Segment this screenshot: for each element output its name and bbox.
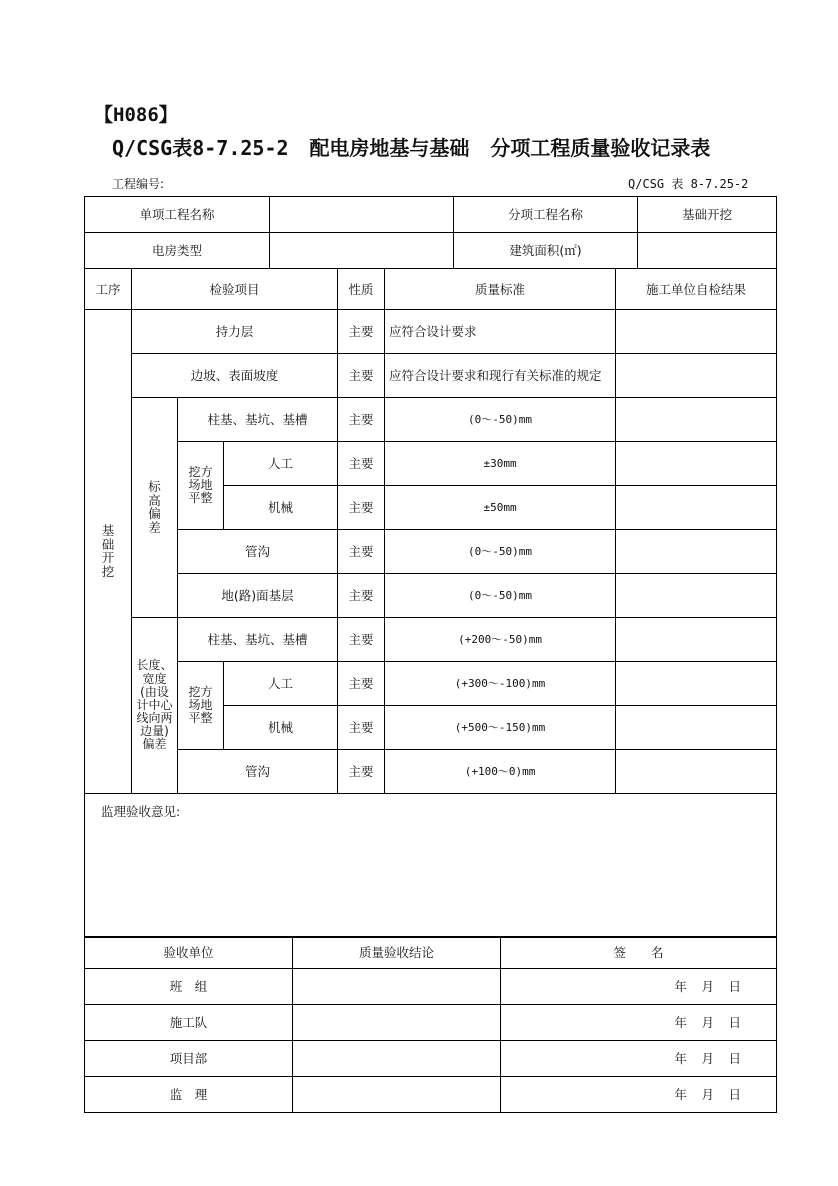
acceptance-unit: 班 组: [85, 969, 293, 1005]
row-result[interactable]: [616, 662, 777, 706]
table-row: [85, 750, 777, 794]
row-nature: 主要: [338, 750, 385, 794]
row-result[interactable]: [616, 486, 777, 530]
acceptance-conclusion[interactable]: [293, 969, 501, 1005]
row-standard: ±30mm: [385, 442, 616, 486]
acceptance-conclusion[interactable]: [293, 1041, 501, 1077]
table-row: [85, 442, 777, 486]
row-standard: (0～-50)mm: [385, 574, 616, 618]
room-type-label: 电房类型: [85, 233, 270, 269]
acceptance-date[interactable]: 年 月 日: [501, 1077, 777, 1113]
page-title: [112, 132, 710, 161]
area-value[interactable]: [638, 233, 777, 269]
col-self-check: 施工单位自检结果: [616, 269, 777, 310]
title-main: 配电房地基与基础: [309, 136, 470, 160]
row-item: 管沟: [178, 750, 338, 794]
row-item: 人工: [224, 662, 338, 706]
row-standard: (0～-50)mm: [385, 530, 616, 574]
table-row: [85, 354, 777, 398]
row-item: 边坡、表面坡度: [132, 354, 338, 398]
length-group: 长度、宽度(由设计中心线向两边量)偏差: [132, 618, 178, 794]
table-row: [85, 310, 777, 354]
acceptance-conclusion[interactable]: [293, 1077, 501, 1113]
sub-project-label: 分项工程名称: [454, 197, 638, 233]
row-item: 人工: [224, 442, 338, 486]
row-nature: 主要: [338, 530, 385, 574]
title-sub: 分项工程质量验收记录表: [490, 136, 711, 160]
row-result[interactable]: [616, 750, 777, 794]
row-result[interactable]: [616, 398, 777, 442]
table-row: [85, 618, 777, 662]
unit-project-value[interactable]: [270, 197, 454, 233]
row-item: 柱基、基坑、基槽: [178, 398, 338, 442]
area-label: 建筑面积(㎡): [454, 233, 638, 269]
table-row: [85, 662, 777, 706]
row-nature: 主要: [338, 310, 385, 354]
process-cell: 基础开挖: [85, 310, 132, 794]
row-item: 柱基、基坑、基槽: [178, 618, 338, 662]
row-standard: (+100～0)mm: [385, 750, 616, 794]
row-result[interactable]: [616, 574, 777, 618]
unit-project-label: 单项工程名称: [85, 197, 270, 233]
row-item: 机械: [224, 706, 338, 750]
row-nature: 主要: [338, 574, 385, 618]
row-standard: 应符合设计要求: [385, 310, 616, 354]
row-item: 持力层: [132, 310, 338, 354]
form-code: 【H086】: [94, 104, 178, 126]
row-nature: 主要: [338, 706, 385, 750]
supervision-label: 监理验收意见:: [101, 804, 181, 819]
table-row: [85, 398, 777, 442]
acceptance-signature-header: 签 名: [501, 937, 777, 969]
elevation-group: 标高偏差: [132, 398, 178, 618]
row-result[interactable]: [616, 354, 777, 398]
project-no-label: 工程编号:: [112, 177, 165, 191]
acceptance-row: [85, 1041, 777, 1077]
row-nature: 主要: [338, 354, 385, 398]
acceptance-row: [85, 1005, 777, 1041]
row-standard: (+300～-100)mm: [385, 662, 616, 706]
acceptance-row: [85, 1077, 777, 1113]
row-nature: 主要: [338, 398, 385, 442]
field-level-group-2: 挖方场地平整: [178, 662, 224, 750]
col-standard: 质量标准: [385, 269, 616, 310]
row-standard: 应符合设计要求和现行有关标准的规定: [385, 354, 616, 398]
form-number: Q/CSG 表 8-7.25-2: [628, 177, 749, 191]
row-nature: 主要: [338, 442, 385, 486]
row-result[interactable]: [616, 618, 777, 662]
acceptance-conclusion[interactable]: [293, 1005, 501, 1041]
supervision-opinion[interactable]: [85, 794, 777, 938]
acceptance-table: [84, 936, 777, 1113]
row-item: 管沟: [178, 530, 338, 574]
acceptance-unit-header: 验收单位: [85, 937, 293, 969]
acceptance-date[interactable]: 年 月 日: [501, 1005, 777, 1041]
table-row: [85, 574, 777, 618]
row-result[interactable]: [616, 442, 777, 486]
col-nature: 性质: [338, 269, 385, 310]
row-nature: 主要: [338, 662, 385, 706]
row-standard: ±50mm: [385, 486, 616, 530]
sub-project-value[interactable]: 基础开挖: [638, 197, 777, 233]
acceptance-unit: 项目部: [85, 1041, 293, 1077]
col-item: 检验项目: [132, 269, 338, 310]
inspection-table: [84, 268, 777, 938]
acceptance-conclusion-header: 质量验收结论: [293, 937, 501, 969]
acceptance-date[interactable]: 年 月 日: [501, 969, 777, 1005]
row-result[interactable]: [616, 706, 777, 750]
acceptance-unit: 施工队: [85, 1005, 293, 1041]
row-item: 地(路)面基层: [178, 574, 338, 618]
field-level-group: 挖方场地平整: [178, 442, 224, 530]
acceptance-row: [85, 969, 777, 1005]
info-table: [84, 196, 777, 269]
row-nature: 主要: [338, 486, 385, 530]
row-standard: (0～-50)mm: [385, 398, 616, 442]
acceptance-unit: 监 理: [85, 1077, 293, 1113]
title-code: Q/CSG表8-7.25-2: [112, 136, 289, 160]
row-nature: 主要: [338, 618, 385, 662]
row-result[interactable]: [616, 530, 777, 574]
acceptance-date[interactable]: 年 月 日: [501, 1041, 777, 1077]
table-row: [85, 530, 777, 574]
col-process: 工序: [85, 269, 132, 310]
row-item: 机械: [224, 486, 338, 530]
row-standard: (+200～-50)mm: [385, 618, 616, 662]
room-type-value[interactable]: [270, 233, 454, 269]
row-standard: (+500～-150)mm: [385, 706, 616, 750]
row-result[interactable]: [616, 310, 777, 354]
